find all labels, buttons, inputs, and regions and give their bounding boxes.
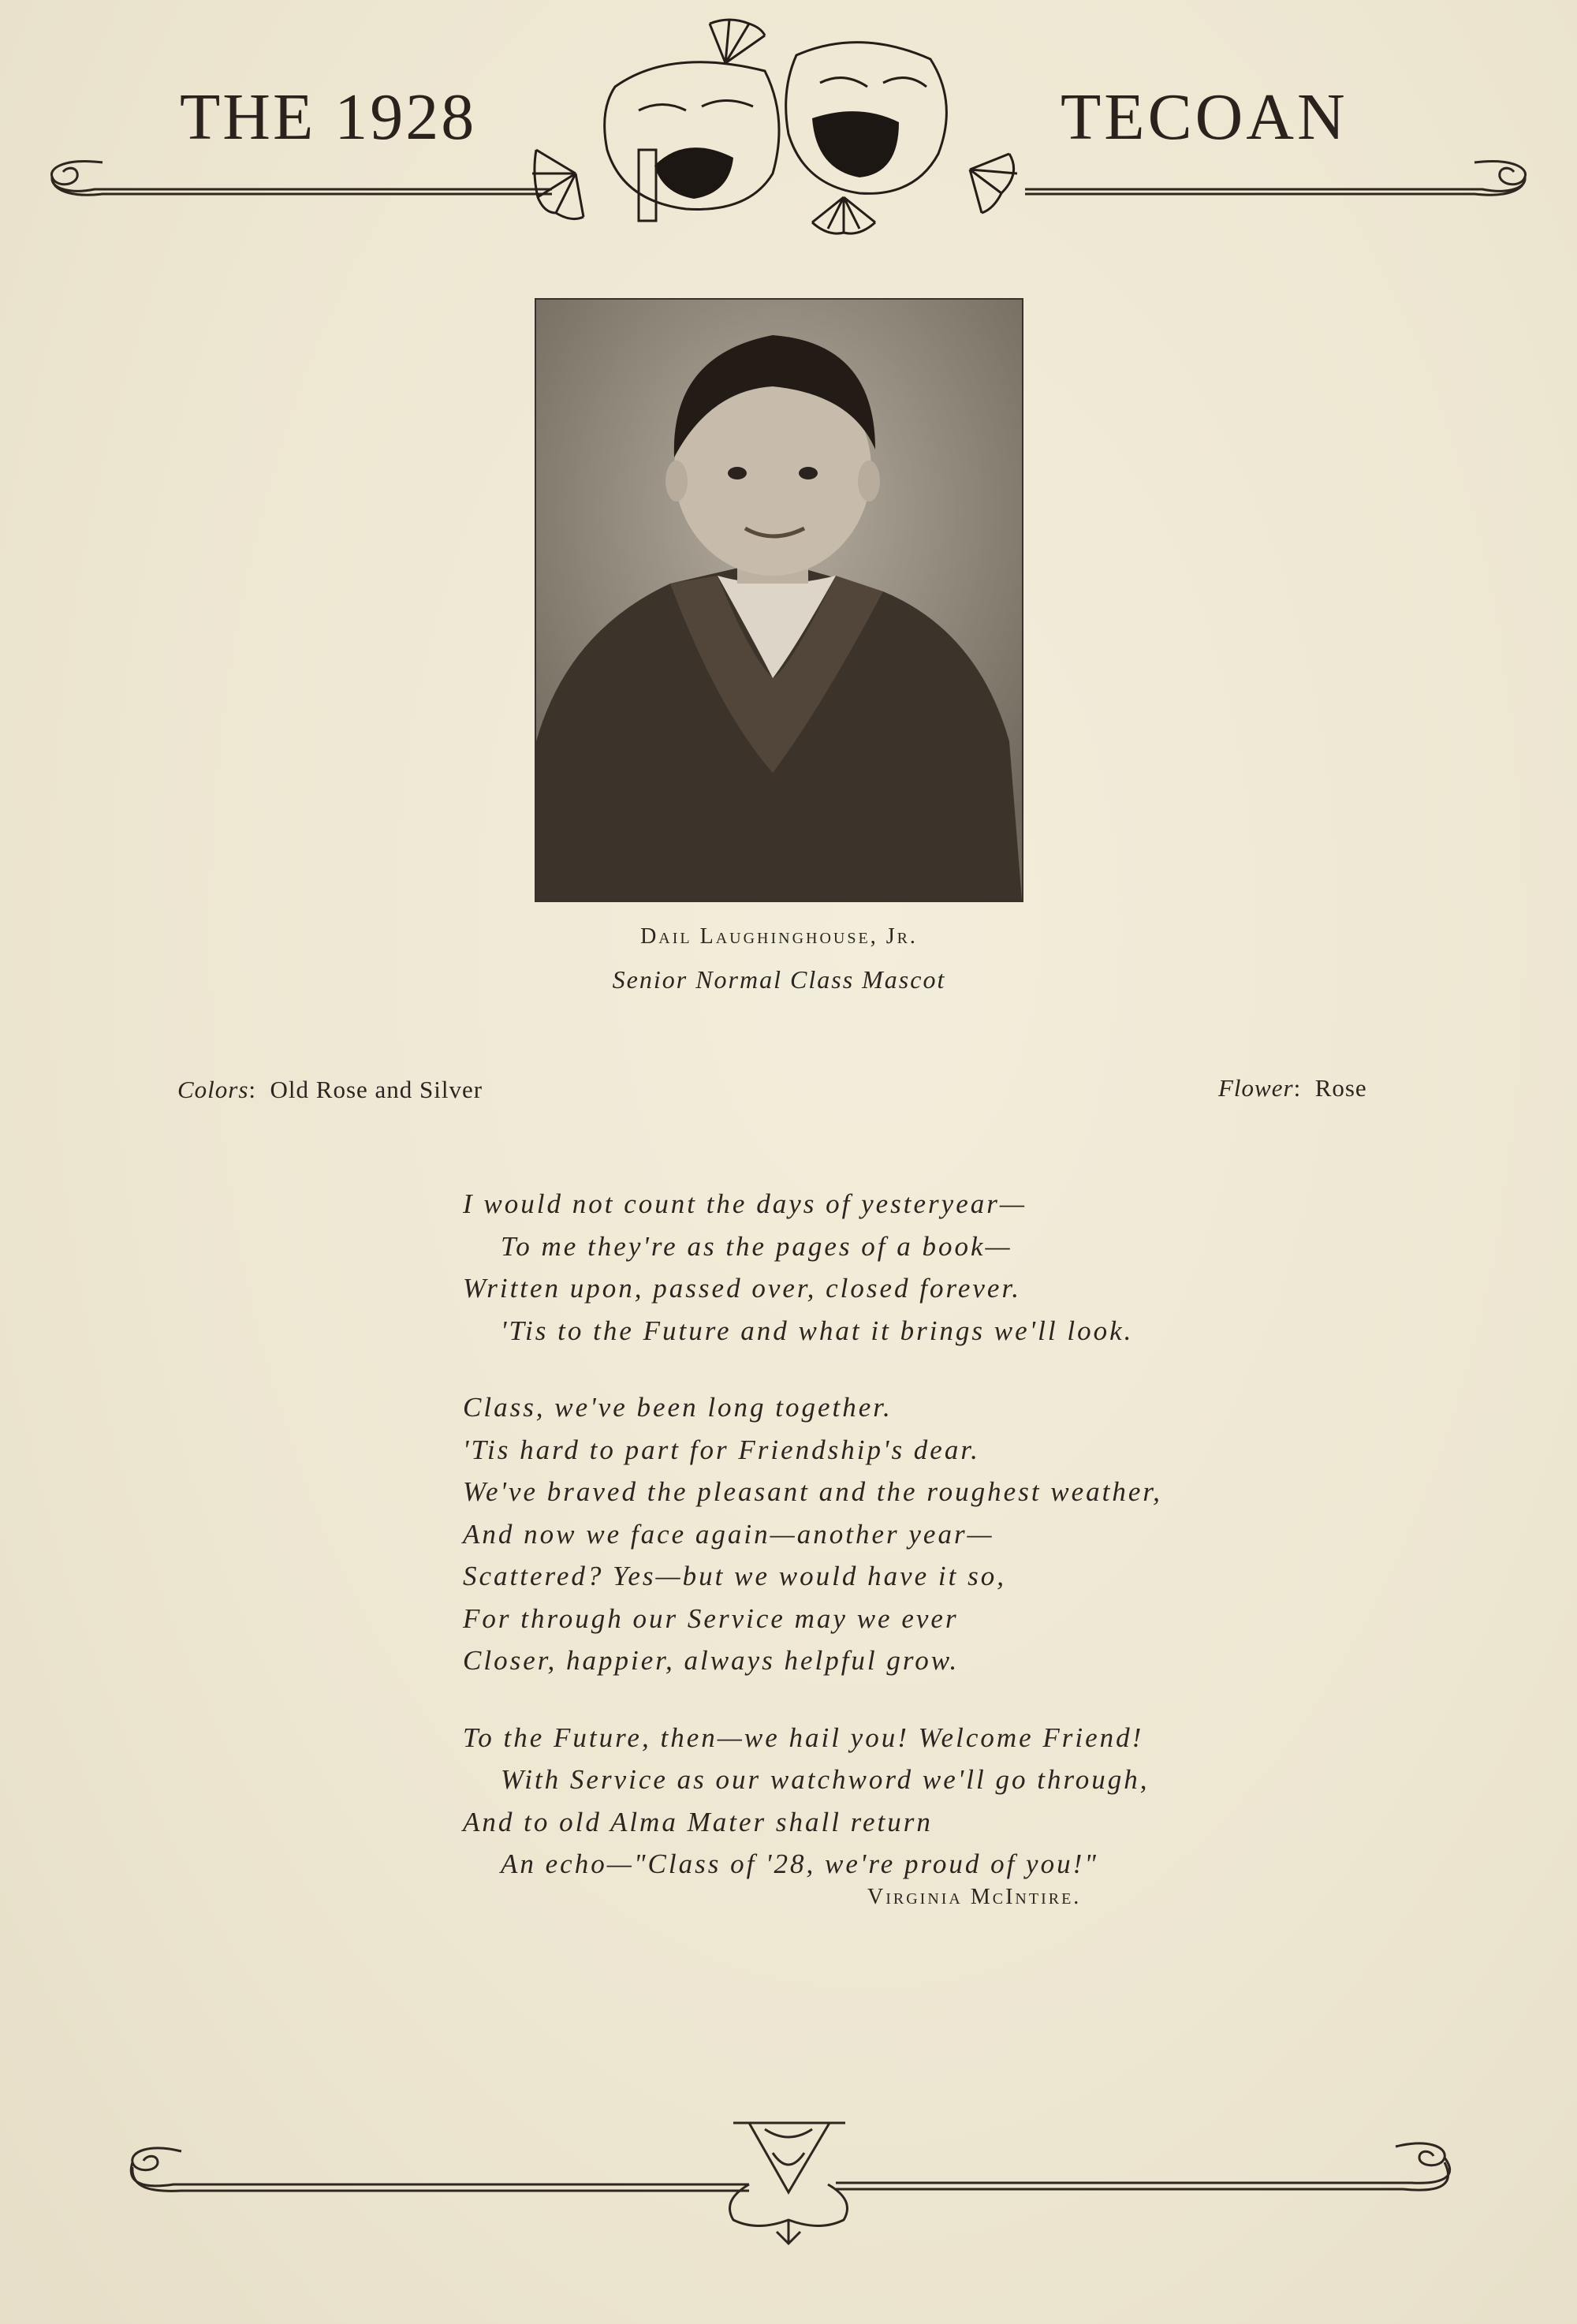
flower-value: Rose [1314,1074,1367,1102]
poem-line: An echo—"Class of '28, we're proud of you!" [501,1848,1098,1879]
header-title-left: THE 1928 [180,80,477,154]
poem-line: For through our Service may we ever [463,1602,959,1634]
poem-line: With Service as our watchword we'll go through, [501,1764,1150,1795]
poem-line: We've braved the pleasant and the roughest weather, [463,1476,1162,1507]
poem-line: Written upon, passed over, closed forever. [463,1273,1021,1304]
poem-line: I would not count the days of yesteryear— [463,1188,1027,1219]
flower-separator: : [1293,1074,1315,1102]
colors-separator: : [248,1076,270,1103]
poem-line: To the Future, then—we hail you! Welcome Friend! [463,1722,1144,1753]
flower-label: Flower [1218,1074,1294,1102]
poem-line: And now we face again—another year— [463,1518,994,1550]
poem-line: Closer, happier, always helpful grow. [463,1645,960,1676]
colors-value: Old Rose and Silver [270,1076,483,1103]
poem-line: To me they're as the pages of a book— [501,1230,1012,1262]
poem-line: 'Tis hard to part for Friendship's dear. [463,1434,980,1465]
poem-line: And to old Alma Mater shall return [463,1806,933,1837]
header-title-right: TECOAN [1061,80,1348,154]
mascot-name: Dail Laughinghouse, Jr. [640,924,918,949]
poem-line: 'Tis to the Future and what it brings we'll look. [501,1315,1134,1346]
poem-line: Scattered? Yes—but we would have it so, [463,1561,1006,1591]
poem-line: Class, we've been long together. [463,1392,893,1423]
colors-label: Colors [177,1076,249,1103]
mascot-role: Senior Normal Class Mascot [612,965,946,994]
poem-author: Virginia McIntire. [867,1885,1082,1909]
